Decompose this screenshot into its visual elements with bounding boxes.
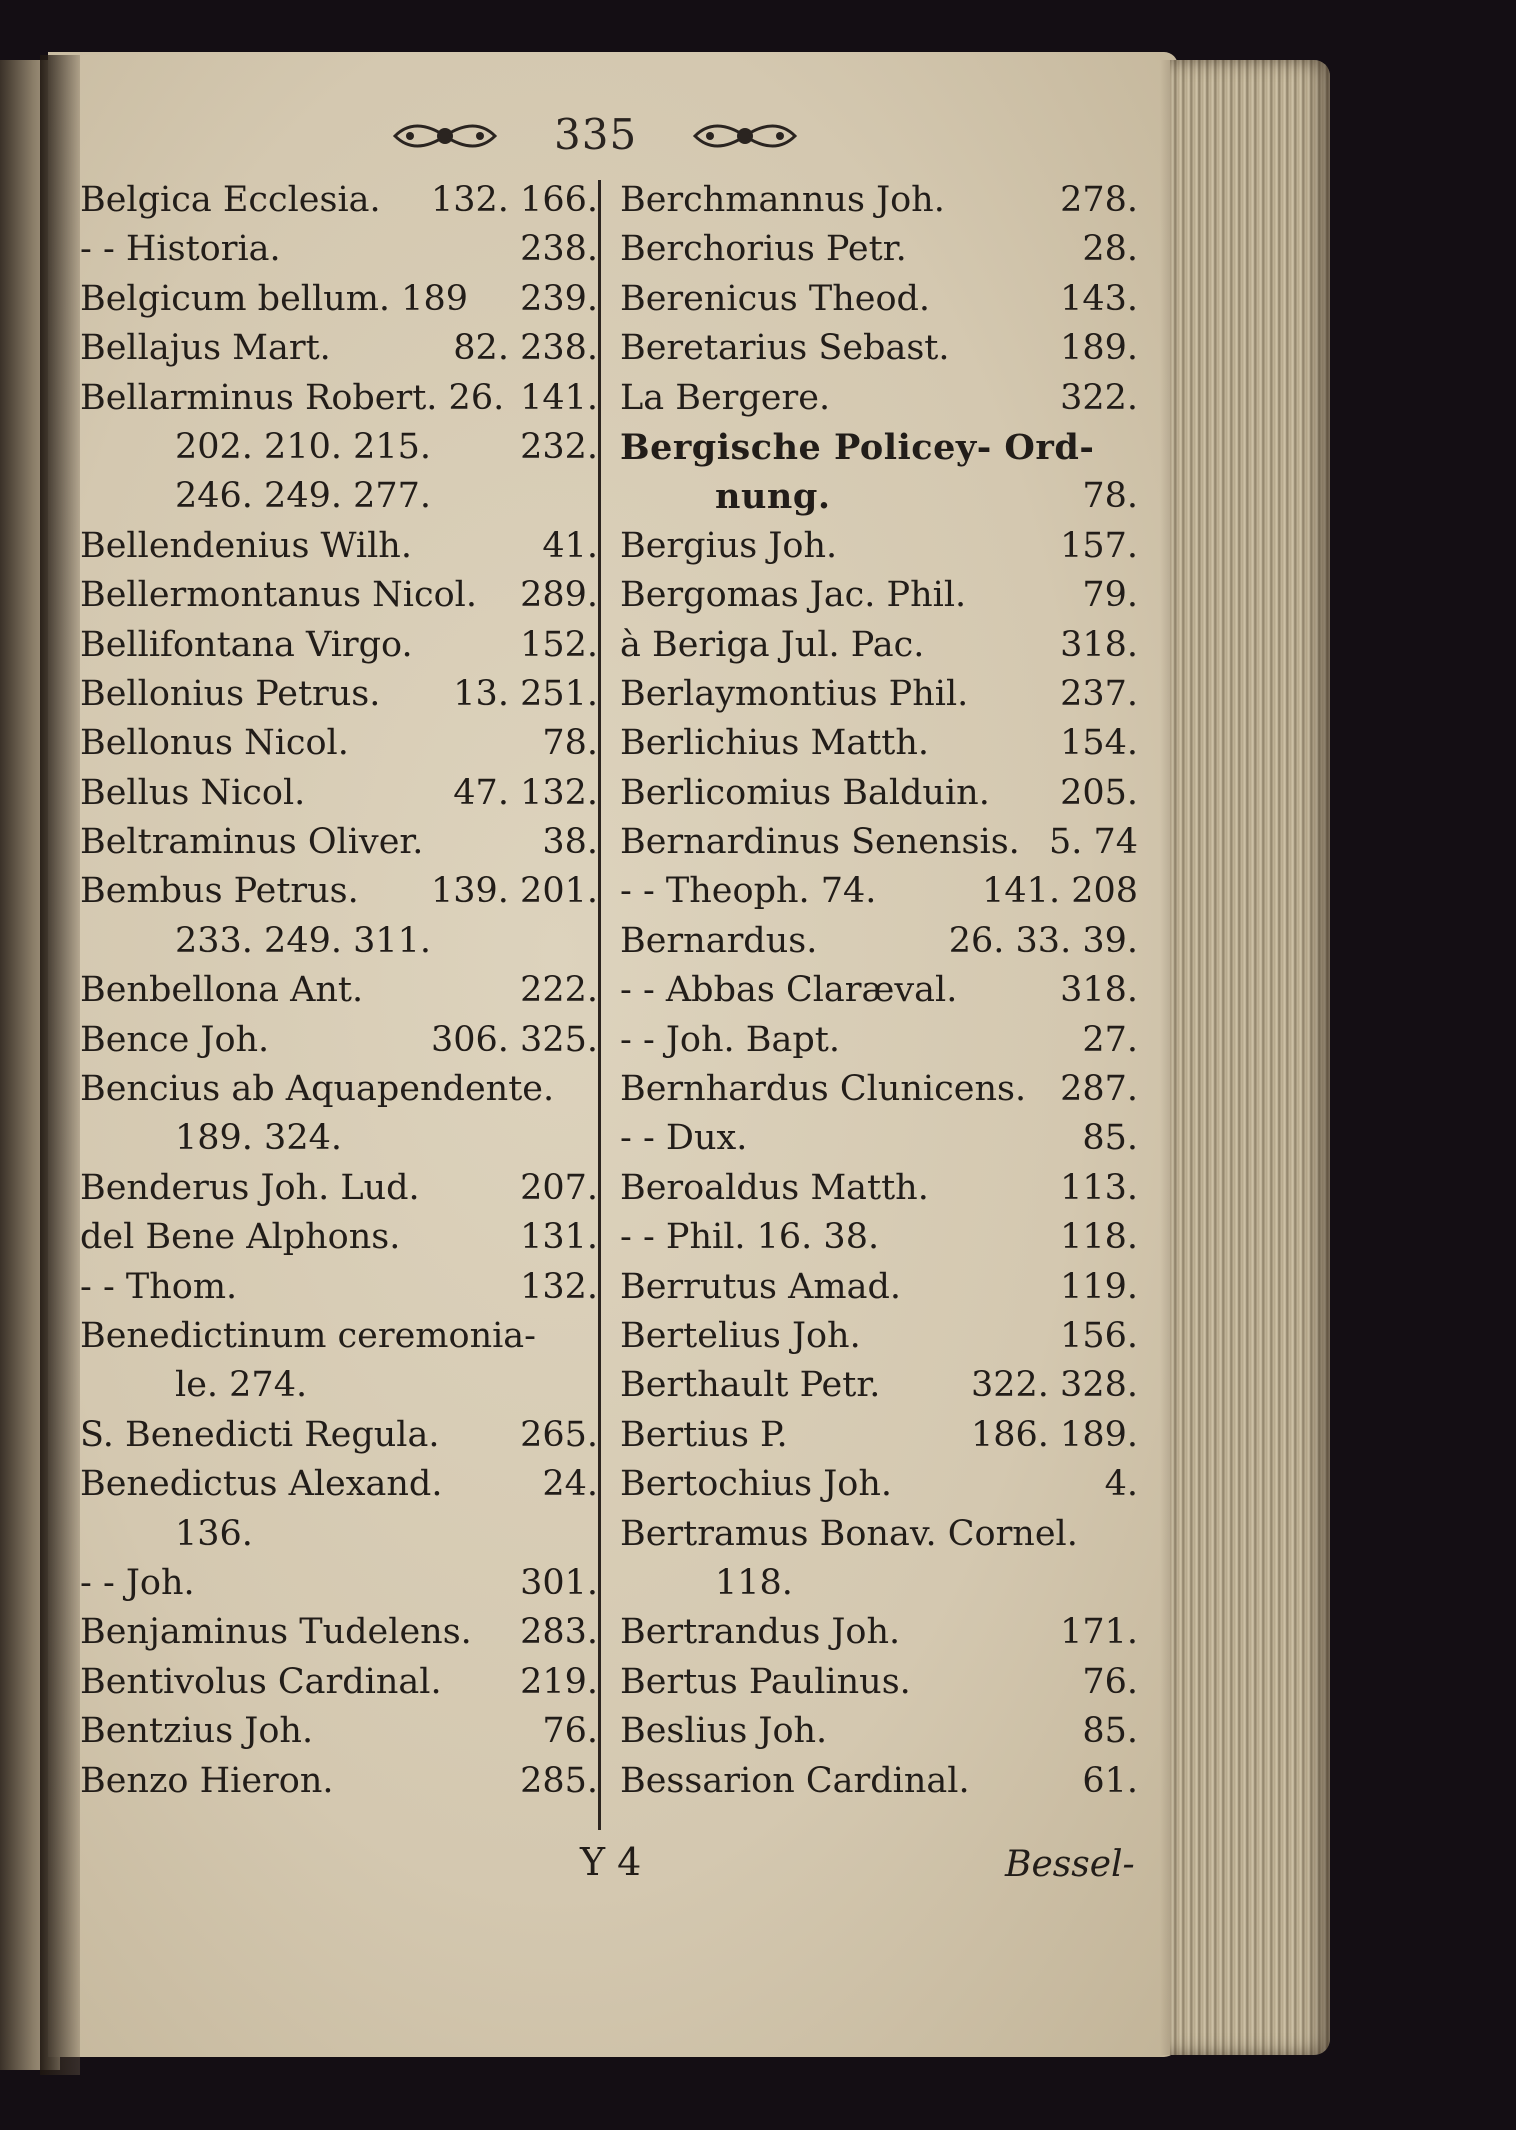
- entry-pages: 27.: [1082, 1019, 1138, 1060]
- index-entry: [620, 1559, 1140, 1608]
- index-entry: [80, 1065, 600, 1114]
- index-entry: [80, 1510, 600, 1559]
- entry-term: - - Abbas Claræval.: [620, 970, 958, 1011]
- entry-term: Bembus Petrus.: [80, 871, 359, 912]
- entry-pages: 38.: [542, 822, 598, 863]
- entry-pages: 152.: [520, 624, 598, 665]
- entry-pages: 219.: [520, 1661, 598, 1702]
- signature-mark: Y 4: [580, 1840, 642, 1884]
- entry-term: Bertramus Bonav. Cornel.: [620, 1513, 1078, 1554]
- index-entry: [80, 719, 600, 768]
- entry-term: Bellonius Petrus.: [80, 673, 381, 714]
- index-entry: [620, 818, 1140, 867]
- entry-term: 246. 249. 277.: [175, 476, 432, 517]
- entry-pages: 61.: [1082, 1760, 1138, 1801]
- index-entry: [80, 867, 600, 916]
- index-entry: [620, 324, 1140, 373]
- entry-term: Beltraminus Oliver.: [80, 822, 424, 863]
- entry-term: Bencius ab Aquapendente.: [80, 1069, 555, 1110]
- entry-pages: 322.: [1060, 377, 1138, 418]
- entry-term: Berlichius Matth.: [620, 723, 930, 764]
- index-entry: [620, 374, 1140, 423]
- index-entry: [80, 1263, 600, 1312]
- index-entry: [80, 966, 600, 1015]
- entry-term: Berenicus Theod.: [620, 278, 931, 319]
- index-entry: [80, 423, 600, 472]
- index-entry: [620, 1411, 1140, 1460]
- index-entry: [80, 176, 600, 225]
- index-entry: [620, 1263, 1140, 1312]
- index-entry: [620, 1312, 1140, 1361]
- index-entry: [620, 1114, 1140, 1163]
- catchword: Bessel-: [1005, 1844, 1135, 1885]
- index-entry: [620, 621, 1140, 670]
- index-entry: [620, 719, 1140, 768]
- entry-pages: 171.: [1060, 1612, 1138, 1653]
- entry-term: Bellifontana Virgo.: [80, 624, 413, 665]
- index-entry: [620, 522, 1140, 571]
- index-entry: [80, 1312, 600, 1361]
- index-column-right: [620, 176, 1140, 1806]
- index-entry: [80, 1460, 600, 1509]
- index-entry: [620, 1164, 1140, 1213]
- entry-pages: 41.: [542, 525, 598, 566]
- entry-term: Bellermontanus Nicol.: [80, 575, 477, 616]
- entry-pages: 322. 328.: [971, 1365, 1138, 1406]
- entry-term: Bergische Policey- Ord-: [620, 426, 1095, 468]
- index-entry: [80, 1411, 600, 1460]
- entry-term: Belgica Ecclesia.: [80, 180, 381, 220]
- entry-pages: 205.: [1060, 772, 1138, 813]
- entry-pages: 24.: [542, 1464, 598, 1505]
- entry-term: Bellendenius Wilh.: [80, 525, 412, 566]
- entry-pages: 237.: [1060, 673, 1138, 714]
- entry-term: 202. 210. 215.: [175, 426, 432, 467]
- index-entry: [620, 867, 1140, 916]
- index-entry: [620, 571, 1140, 620]
- entry-term: Beroaldus Matth.: [620, 1167, 929, 1208]
- entry-term: nung.: [715, 476, 831, 518]
- entry-term: Berlicomius Balduin.: [620, 772, 990, 813]
- entry-pages: 301.: [520, 1562, 598, 1603]
- index-entry: [80, 1658, 600, 1707]
- index-entry: [80, 472, 600, 521]
- index-entry: [620, 1707, 1140, 1756]
- entry-term: - - Theoph. 74.: [620, 871, 877, 912]
- entry-pages: 287.: [1060, 1069, 1138, 1110]
- entry-term: Bence Joh.: [80, 1019, 270, 1060]
- index-entry: [620, 1460, 1140, 1509]
- entry-term: Belgicum bellum. 189: [80, 278, 468, 319]
- entry-term: - - Thom.: [80, 1266, 238, 1307]
- index-entry: [620, 176, 1140, 225]
- entry-pages: 26. 33. 39.: [948, 920, 1138, 961]
- entry-pages: 306. 325.: [431, 1019, 598, 1060]
- index-entry: [80, 522, 600, 571]
- entry-pages: 283.: [520, 1612, 598, 1653]
- entry-term: Berrutus Amad.: [620, 1266, 901, 1307]
- entry-pages: 13. 251.: [453, 673, 598, 714]
- entry-term: 136.: [175, 1513, 253, 1554]
- entry-pages: 278.: [1060, 180, 1138, 220]
- index-entry: [620, 1658, 1140, 1707]
- ornament-left-icon: [390, 114, 500, 158]
- entry-term: Benzo Hieron.: [80, 1760, 334, 1801]
- index-entry: [620, 966, 1140, 1015]
- entry-term: Bernardinus Senensis.: [620, 822, 1020, 863]
- entry-term: Beslius Joh.: [620, 1711, 828, 1752]
- entry-term: Berthault Petr.: [620, 1365, 881, 1406]
- index-entry: [620, 423, 1140, 472]
- entry-term: à Beriga Jul. Pac.: [620, 624, 925, 665]
- index-entry: [80, 1213, 600, 1262]
- entry-term: Benbellona Ant.: [80, 970, 364, 1011]
- entry-pages: 132. 166.: [431, 180, 598, 220]
- entry-pages: 113.: [1060, 1167, 1138, 1208]
- entry-pages: 141.: [520, 377, 598, 418]
- entry-term: - - Joh. Bapt.: [620, 1019, 840, 1060]
- index-entry: [80, 1114, 600, 1163]
- entry-pages: 76.: [1082, 1661, 1138, 1702]
- entry-term: Bellonus Nicol.: [80, 723, 349, 764]
- index-entry: [80, 917, 600, 966]
- index-entry: [620, 1065, 1140, 1114]
- entry-term: Berchorius Petr.: [620, 229, 907, 270]
- entry-term: Bessarion Cardinal.: [620, 1760, 970, 1801]
- entry-pages: 143.: [1060, 278, 1138, 319]
- entry-pages: 265.: [520, 1414, 598, 1455]
- index-entry: [80, 571, 600, 620]
- entry-term: La Bergere.: [620, 377, 831, 418]
- entry-term: Benderus Joh. Lud.: [80, 1167, 420, 1208]
- entry-pages: 47. 132.: [453, 772, 598, 813]
- entry-pages: 207.: [520, 1167, 598, 1208]
- index-entry: [80, 769, 600, 818]
- index-entry: [80, 374, 600, 423]
- entry-term: 233. 249. 311.: [175, 920, 432, 961]
- entry-pages: 289.: [520, 575, 598, 616]
- page-header: [390, 108, 810, 168]
- entry-term: - - Phil. 16. 38.: [620, 1217, 880, 1258]
- entry-term: Berchmannus Joh.: [620, 180, 945, 220]
- entry-term: Benedictinum ceremonia-: [80, 1315, 536, 1356]
- entry-term: Beretarius Sebast.: [620, 328, 950, 369]
- entry-term: le. 274.: [175, 1365, 308, 1406]
- entry-term: Bertelius Joh.: [620, 1315, 861, 1356]
- entry-term: Bergius Joh.: [620, 525, 838, 566]
- entry-term: 118.: [715, 1562, 793, 1603]
- entry-term: S. Benedicti Regula.: [80, 1414, 440, 1455]
- entry-pages: 79.: [1082, 575, 1138, 616]
- index-entry: [80, 1757, 600, 1806]
- entry-term: - - Dux.: [620, 1118, 748, 1159]
- entry-pages: 154.: [1060, 723, 1138, 764]
- index-entry: [80, 621, 600, 670]
- entry-pages: 82. 238.: [453, 328, 598, 369]
- index-entry: [620, 1510, 1140, 1559]
- index-entry: [620, 1608, 1140, 1657]
- index-entry: [620, 670, 1140, 719]
- index-entry: [80, 225, 600, 274]
- index-entry: [80, 670, 600, 719]
- entry-term: Bergomas Jac. Phil.: [620, 575, 967, 616]
- entry-pages: 141. 208: [982, 871, 1138, 912]
- entry-term: Benjaminus Tudelens.: [80, 1612, 472, 1653]
- entry-term: Bernardus.: [620, 920, 818, 961]
- entry-pages: 139. 201.: [431, 871, 598, 912]
- entry-pages: 157.: [1060, 525, 1138, 566]
- entry-pages: 239.: [520, 278, 598, 319]
- entry-pages: 318.: [1060, 624, 1138, 665]
- index-entry: [620, 769, 1140, 818]
- index-entry: [80, 1608, 600, 1657]
- entry-term: Bernhardus Clunicens.: [620, 1069, 1027, 1110]
- index-entry: [620, 1361, 1140, 1410]
- index-column-left: [80, 176, 600, 1806]
- index-entry: [80, 1164, 600, 1213]
- entry-pages: 28.: [1082, 229, 1138, 270]
- index-entry: [620, 1757, 1140, 1806]
- index-entry: [80, 324, 600, 373]
- entry-term: Bertrandus Joh.: [620, 1612, 901, 1653]
- entry-term: Bellus Nicol.: [80, 772, 306, 813]
- index-entry: [620, 225, 1140, 274]
- index-entry: [80, 275, 600, 324]
- entry-pages: 156.: [1060, 1315, 1138, 1356]
- page-number: 335: [554, 110, 638, 159]
- index-entry: [620, 917, 1140, 966]
- entry-term: del Bene Alphons.: [80, 1217, 401, 1258]
- entry-pages: 238.: [520, 229, 598, 270]
- entry-pages: 78.: [542, 723, 598, 764]
- entry-pages: 4.: [1104, 1464, 1138, 1505]
- entry-pages: 78.: [1082, 476, 1138, 517]
- index-entry: [620, 1213, 1140, 1262]
- entry-pages: 318.: [1060, 970, 1138, 1011]
- index-entry: [80, 1559, 600, 1608]
- index-entry: [80, 818, 600, 867]
- index-entry: [620, 275, 1140, 324]
- entry-pages: 131.: [520, 1217, 598, 1258]
- entry-term: Bertochius Joh.: [620, 1464, 893, 1505]
- entry-term: Bertus Paulinus.: [620, 1661, 911, 1702]
- entry-pages: 85.: [1082, 1711, 1138, 1752]
- entry-pages: 222.: [520, 970, 598, 1011]
- entry-term: 189. 324.: [175, 1118, 342, 1159]
- entry-term: Bellarminus Robert. 26.: [80, 377, 505, 418]
- entry-term: Bentzius Joh.: [80, 1711, 314, 1752]
- entry-pages: 132.: [520, 1266, 598, 1307]
- page-gutter: [40, 55, 80, 2075]
- entry-term: Bentivolus Cardinal.: [80, 1661, 442, 1702]
- index-entry: [620, 472, 1140, 521]
- entry-term: Benedictus Alexand.: [80, 1464, 443, 1505]
- page-footer: [0, 1840, 1516, 1900]
- entry-term: Bertius P.: [620, 1414, 788, 1455]
- ornament-right-icon: [690, 114, 800, 158]
- entry-pages: 85.: [1082, 1118, 1138, 1159]
- entry-term: Berlaymontius Phil.: [620, 673, 969, 714]
- page-stack-edge: [1170, 60, 1330, 2055]
- index-entry: [80, 1707, 600, 1756]
- index-entry: [80, 1016, 600, 1065]
- entry-pages: 232.: [520, 426, 598, 467]
- entry-pages: 5. 74: [1048, 822, 1138, 863]
- entry-pages: 118.: [1060, 1217, 1138, 1258]
- entry-pages: 189.: [1060, 328, 1138, 369]
- entry-pages: 119.: [1060, 1266, 1138, 1307]
- entry-pages: 186. 189.: [971, 1414, 1138, 1455]
- index-entry: [620, 1016, 1140, 1065]
- index-entry: [80, 1361, 600, 1410]
- entry-pages: 76.: [542, 1711, 598, 1752]
- entry-pages: 285.: [520, 1760, 598, 1801]
- entry-term: - - Joh.: [80, 1562, 195, 1603]
- entry-term: - - Historia.: [80, 229, 281, 270]
- column-divider: [598, 180, 601, 1830]
- entry-term: Bellajus Mart.: [80, 328, 331, 369]
